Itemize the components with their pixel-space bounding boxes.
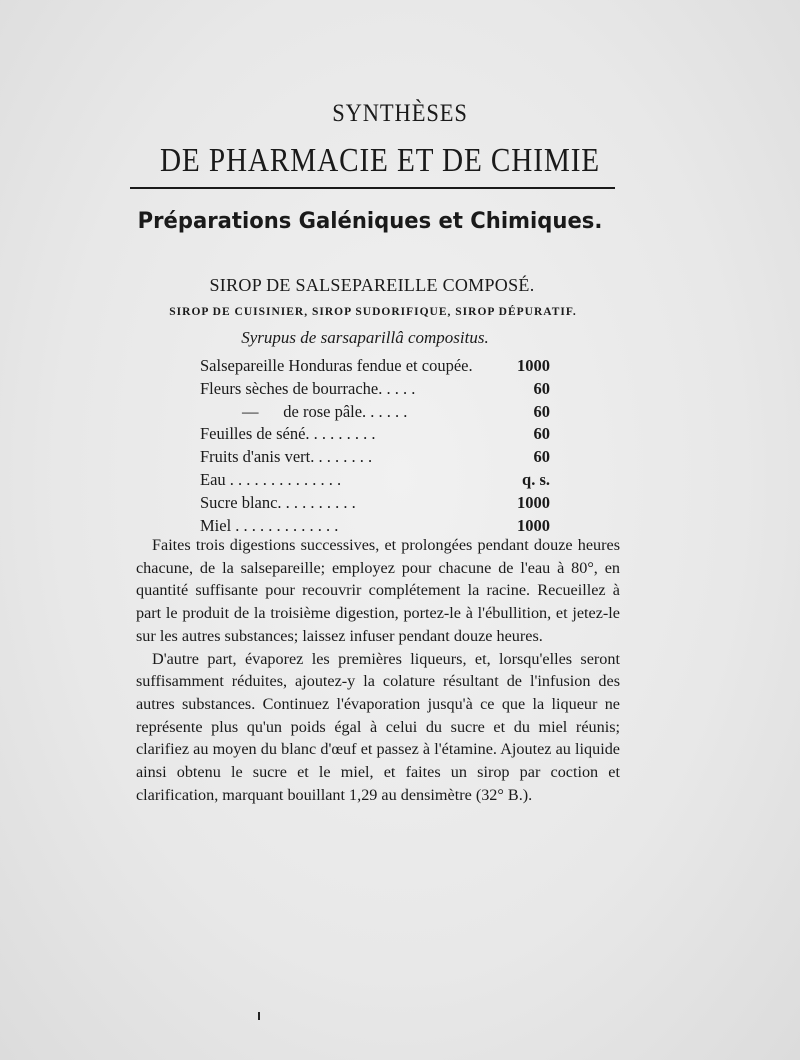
ingredient-quantity: 60: [533, 378, 550, 398]
ingredient-quantity: 1000: [517, 515, 550, 535]
ingredient-quantity: 60: [533, 401, 550, 421]
instruction-paragraph-2: D'autre part, évaporez les premières liqueurs, et, lorsqu'elles seront suffisamment réduites, ajoutez-y la colature résultant de l'infusion des autres substances. Continuez l'évaporation jusqu'à ce que la liqueur ne représente plus qu'un poids égal à celui du sucre et du miel réunis; clarifiez au moyen du blanc d'œuf et passez à l'étamine. Ajoutez au liquide ainsi obtenu le sucre et le miel, et faites un sirop par coction et clarification, marquant bouillant 1,29 au densimètre (32° B.).: [136, 649, 620, 804]
ingredient-row: [200, 401, 565, 424]
ingredient-quantity: 60: [533, 447, 550, 467]
ingredient-name: Sucre blanc. . . . . . . . . .: [200, 492, 356, 512]
ingredient-row: [200, 446, 565, 469]
ingredient-quantity: q. s.: [522, 469, 550, 489]
ingredient-name: Fleurs sèches de bourrache. . . . .: [200, 378, 416, 398]
ingredient-quantity: 60: [533, 424, 550, 444]
ingredient-row: [200, 492, 565, 515]
instructions: [136, 534, 620, 806]
ingredient-row: [200, 378, 565, 401]
ingredient-name: — de rose pâle. . . . . .: [242, 401, 408, 421]
header-line-2: DE PHARMACIE ET DE CHIMIE: [159, 142, 601, 179]
ingredient-name: Salsepareille Honduras fendue et coupée.: [200, 356, 473, 375]
recipe-title: SIROP DE SALSEPAREILLE COMPOSÉ.: [209, 275, 535, 295]
header-rule: [130, 187, 615, 189]
ingredient-name: Eau . . . . . . . . . . . . . .: [200, 469, 342, 489]
ingredient-row: [200, 469, 565, 492]
ingredient-row: [200, 423, 565, 446]
section-title: Préparations Galéniques et Chimiques.: [137, 209, 603, 234]
recipe-synonyms: SIROP DE CUISINIER, SIROP SUDORIFIQUE, SIROP DÉPURATIF.: [169, 306, 577, 318]
ingredient-list: [200, 355, 565, 537]
recipe-latin-name: Syrupus de sarsaparillâ compositus.: [241, 328, 489, 347]
ingredient-quantity: 1000: [517, 492, 550, 512]
ingredient-name: Feuilles de séné. . . . . . . . .: [200, 424, 376, 444]
ink-mark: [258, 1012, 260, 1020]
header-line-1: SYNTHÈSES: [332, 100, 468, 127]
ingredient-quantity: 1000: [517, 356, 550, 375]
ingredient-name: Fruits d'anis vert. . . . . . . .: [200, 447, 373, 467]
ingredient-row: [200, 355, 565, 378]
instruction-paragraph-1: Faites trois digestions successives, et prolongées pendant douze heures chacune, de la salsepareille; employez pour chacune de l'eau à 80°, en quantité suffisante pour recouvrir complétement la racine. Recueillez à part le produit de la troisième digestion, portez-le à l'ébullition, et jetez-le sur les autres substances; laissez infuser pendant douze heures.: [136, 536, 620, 645]
ingredient-name: Miel . . . . . . . . . . . . .: [200, 515, 339, 535]
